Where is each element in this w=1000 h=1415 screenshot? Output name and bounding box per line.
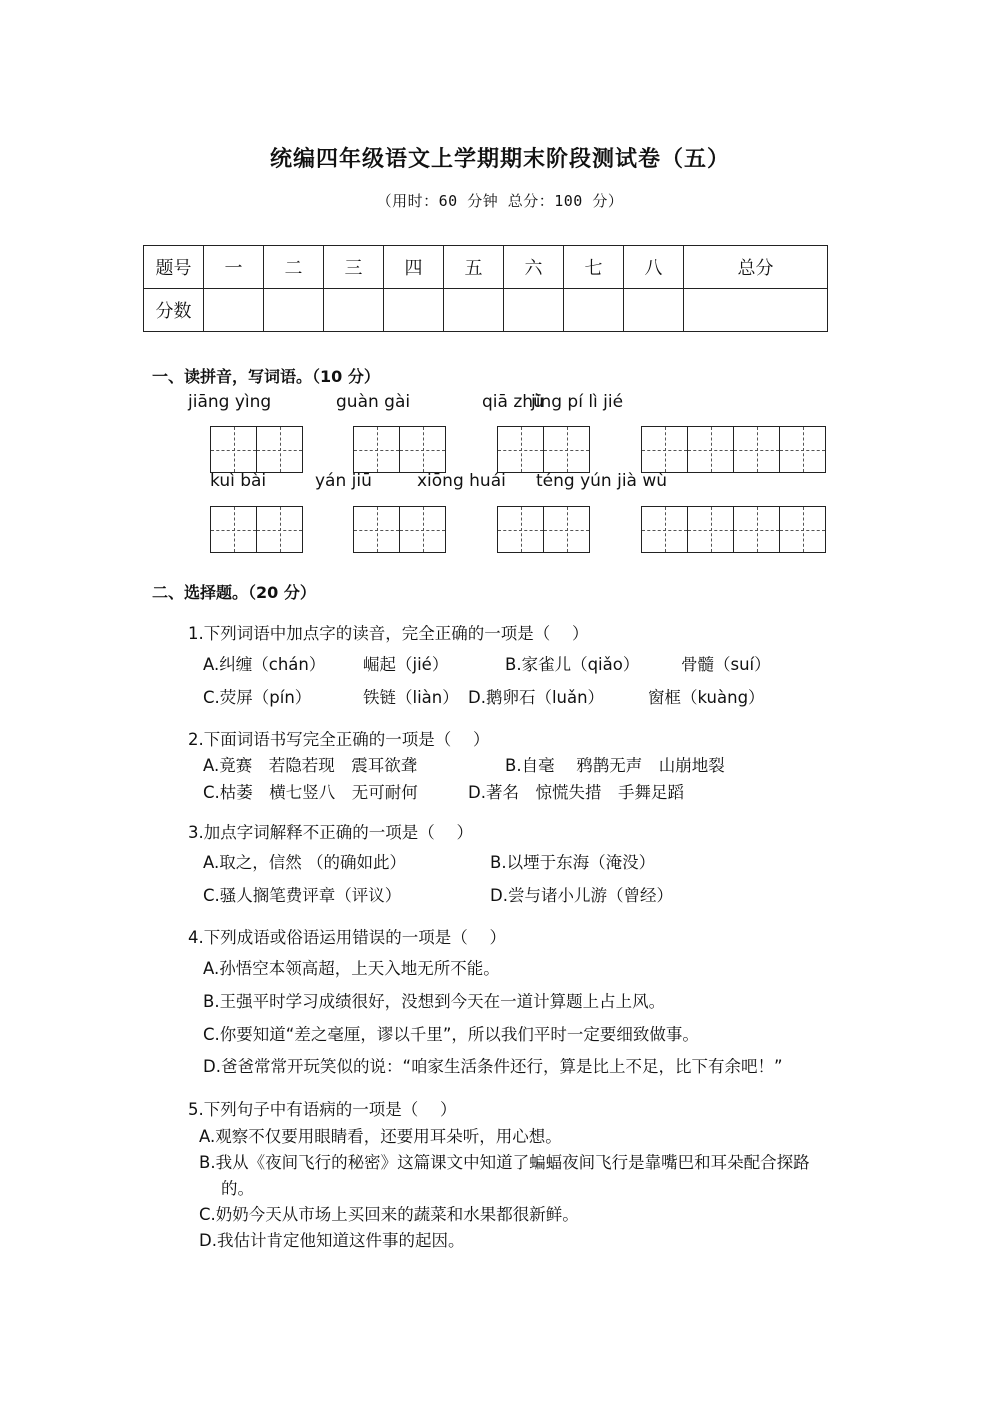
score-entry-cell[interactable] bbox=[264, 289, 324, 332]
table-cell: 一 bbox=[204, 246, 264, 289]
question-stem: 3.加点字词解释不正确的一项是（ ） bbox=[188, 823, 473, 842]
option-text: C.你要知道“差之毫厘，谬以千里”，所以我们平时一定要细致做事。 bbox=[203, 1025, 699, 1044]
option-text: C.骚人搁笔费评章（评议） bbox=[203, 886, 402, 905]
section2-heading: 二、选择题。（20 分） bbox=[152, 583, 316, 602]
score-entry-cell[interactable] bbox=[384, 289, 444, 332]
option-text: D.鹅卵石（luǎn） bbox=[468, 688, 605, 707]
score-entry-cell[interactable] bbox=[624, 289, 684, 332]
writing-grid[interactable] bbox=[210, 506, 303, 553]
pinyin-label: kuì bài bbox=[210, 471, 267, 491]
score-table-score-row bbox=[144, 289, 828, 332]
option-text: C.荧屏（pín） bbox=[203, 688, 312, 707]
option-text: 铁链（liàn） bbox=[363, 688, 459, 707]
table-cell: 四 bbox=[384, 246, 444, 289]
option-text: 窗框（kuàng） bbox=[648, 688, 765, 707]
option-text: B.以堙于东海（淹没） bbox=[490, 853, 656, 872]
option-text: D.爸爸常常开玩笑似的说：“咱家生活条件还行，算是比上不足，比下有余吧！” bbox=[203, 1057, 783, 1076]
option-text: D.我估计肯定他知道这件事的起因。 bbox=[199, 1231, 465, 1250]
option-text: A.观察不仅要用眼睛看，还要用耳朵听，用心想。 bbox=[199, 1127, 562, 1146]
table-cell: 题号 bbox=[144, 246, 204, 289]
score-entry-cell[interactable] bbox=[504, 289, 564, 332]
pinyin-label: qiā zhù bbox=[482, 392, 544, 412]
pinyin-label: guàn gài bbox=[336, 392, 411, 412]
option-text: B.自毫 鸦鹊无声 山崩地裂 bbox=[505, 756, 725, 775]
option-text: B.王强平时学习成绩很好，没想到今天在一道计算题上占上风。 bbox=[203, 992, 666, 1011]
score-entry-cell[interactable] bbox=[324, 289, 384, 332]
section1-heading: 一、读拼音，写词语。（10 分） bbox=[152, 367, 380, 386]
option-text: B.我从《夜间飞行的秘密》这篇课文中知道了蝙蝠夜间飞行是靠嘴巴和耳朵配合探路 bbox=[199, 1153, 810, 1172]
table-cell: 七 bbox=[564, 246, 624, 289]
table-cell: 总分 bbox=[684, 246, 828, 289]
table-cell: 分数 bbox=[144, 289, 204, 332]
writing-grid[interactable] bbox=[210, 426, 303, 473]
table-cell: 八 bbox=[624, 246, 684, 289]
table-cell: 五 bbox=[444, 246, 504, 289]
writing-grid[interactable] bbox=[497, 426, 590, 473]
question-stem: 2.下面词语书写完全正确的一项是（ ） bbox=[188, 730, 490, 749]
option-text: D.著名 惊慌失措 手舞足蹈 bbox=[468, 783, 684, 802]
option-text: A.纠缠（chán） bbox=[203, 655, 326, 674]
writing-grid[interactable] bbox=[353, 506, 446, 553]
score-table bbox=[143, 245, 828, 332]
score-entry-cell[interactable] bbox=[564, 289, 624, 332]
option-text: 的。 bbox=[221, 1179, 254, 1198]
score-entry-cell[interactable] bbox=[684, 289, 828, 332]
option-text: 崛起（jié） bbox=[363, 655, 449, 674]
option-text: A.取之，信然 （的确如此） bbox=[203, 853, 406, 872]
score-entry-cell[interactable] bbox=[444, 289, 504, 332]
option-text: D.尝与诸小儿游（曾经） bbox=[490, 886, 673, 905]
option-text: A.竟赛 若隐若现 震耳欲聋 bbox=[203, 756, 418, 775]
pinyin-label: jiāng yìng bbox=[188, 392, 272, 412]
pinyin-label: téng yún jià wù bbox=[536, 471, 668, 491]
table-cell: 二 bbox=[264, 246, 324, 289]
writing-grid[interactable] bbox=[641, 426, 826, 473]
score-table-header-row bbox=[144, 246, 828, 289]
pinyin-label: jīng pí lì jié bbox=[531, 392, 624, 412]
option-text: C.枯萎 横七竖八 无可耐何 bbox=[203, 783, 418, 802]
page-title: 统编四年级语文上学期期末阶段测试卷（五） bbox=[269, 147, 730, 172]
pinyin-label: yán jiū bbox=[315, 471, 372, 491]
table-cell: 六 bbox=[504, 246, 564, 289]
writing-grid[interactable] bbox=[641, 506, 826, 553]
score-entry-cell[interactable] bbox=[204, 289, 264, 332]
table-cell: 三 bbox=[324, 246, 384, 289]
option-text: B.家雀儿（qiǎo） bbox=[505, 655, 640, 674]
option-text: A.孙悟空本领高超，上天入地无所不能。 bbox=[203, 959, 500, 978]
question-stem: 4.下列成语或俗语运用错误的一项是（ ） bbox=[188, 928, 506, 947]
option-text: C.奶奶今天从市场上买回来的蔬菜和水果都很新鲜。 bbox=[199, 1205, 579, 1224]
question-stem: 1.下列词语中加点字的读音，完全正确的一项是（ ） bbox=[188, 624, 589, 643]
pinyin-label: xiōng huái bbox=[417, 471, 506, 491]
question-stem: 5.下列句子中有语病的一项是（ ） bbox=[188, 1100, 457, 1119]
option-text: 骨髓（suí） bbox=[681, 655, 771, 674]
writing-grid[interactable] bbox=[497, 506, 590, 553]
page-subtitle: （用时：60 分钟 总分：100 分） bbox=[376, 192, 624, 210]
writing-grid[interactable] bbox=[353, 426, 446, 473]
